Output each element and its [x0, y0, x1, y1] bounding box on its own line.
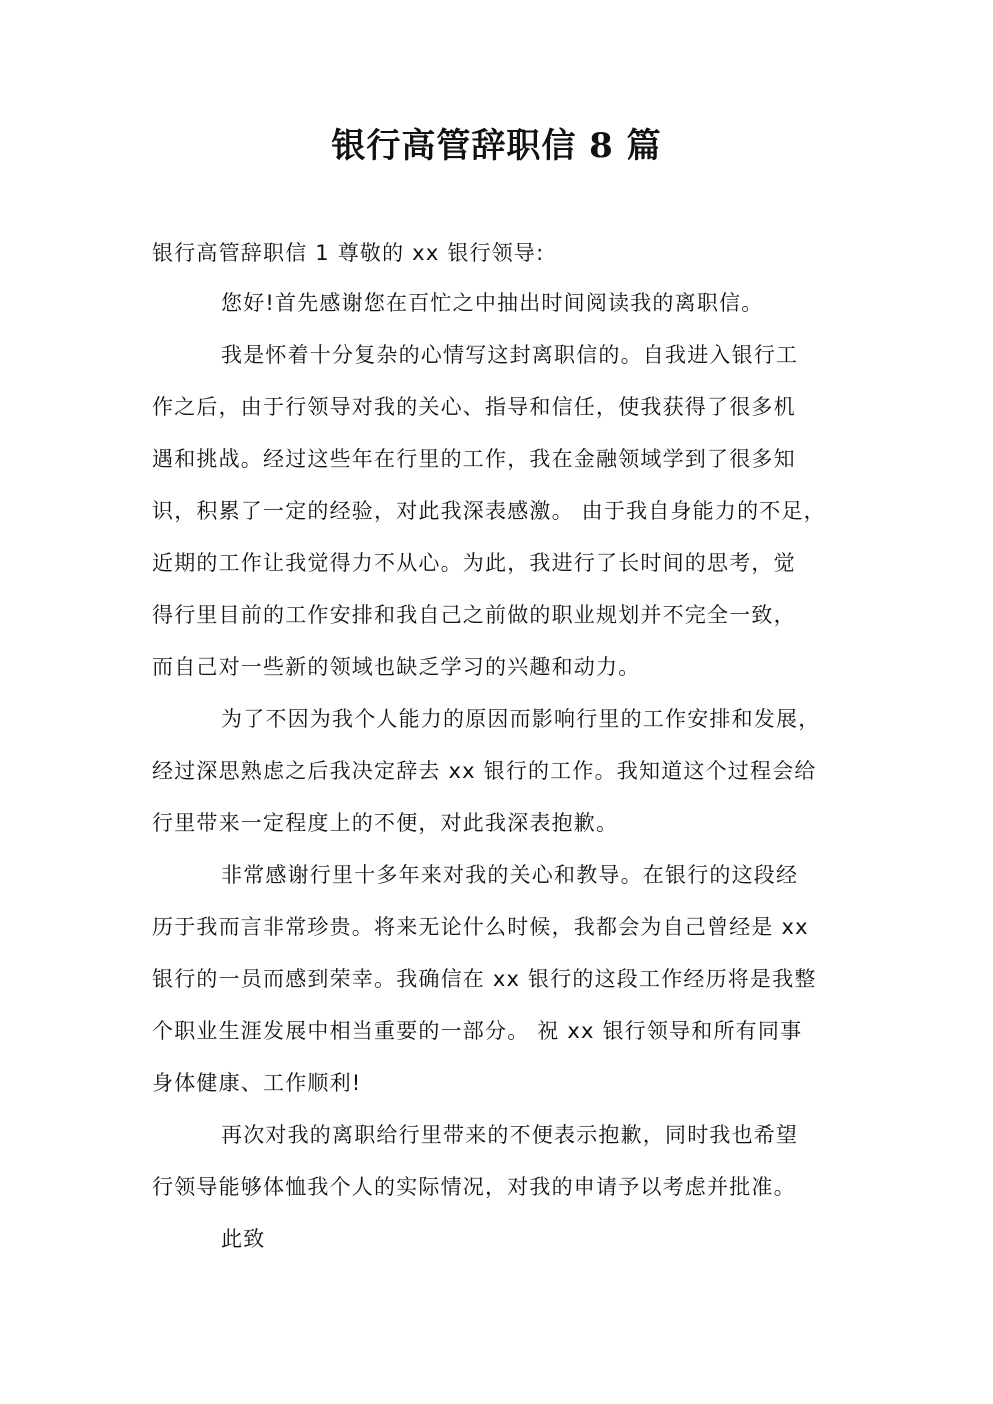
body-line: 身体健康、工作顺利! — [152, 1071, 362, 1095]
body-line: 个职业生涯发展中相当重要的一部分。 祝 xx 银行领导和所有同事 — [152, 1019, 803, 1043]
body-line: 得行里目前的工作安排和我自己之前做的职业规划并不完全一致， — [152, 603, 796, 627]
body-line: 我是怀着十分复杂的心情写这封离职信的。自我进入银行工 — [221, 343, 799, 367]
body-line: 历于我而言非常珍贵。将来无论什么时候，我都会为自己曾经是 xx — [152, 915, 809, 939]
salutation-line: 银行高管辞职信 1 尊敬的 xx 银行领导: — [152, 241, 545, 265]
body-line: 识，积累了一定的经验，对此我深表感激。 由于我自身能力的不足， — [152, 499, 826, 523]
body-line: 非常感谢行里十多年来对我的关心和教导。在银行的这段经 — [221, 863, 799, 887]
body-line: 近期的工作让我觉得力不从心。为此，我进行了长时间的思考，觉 — [152, 551, 796, 575]
body-line: 您好!首先感谢您在百忙之中抽出时间阅读我的离职信。 — [221, 291, 764, 315]
body-line: 再次对我的离职给行里带来的不便表示抱歉，同时我也希望 — [221, 1123, 799, 1147]
body-line: 行领导能够体恤我个人的实际情况，对我的申请予以考虑并批准。 — [152, 1175, 796, 1199]
body-line: 遇和挑战。经过这些年在行里的工作，我在金融领域学到了很多知 — [152, 447, 796, 471]
body-line: 行里带来一定程度上的不便，对此我深表抱歉。 — [152, 811, 619, 835]
body-line: 银行的一员而感到荣幸。我确信在 xx 银行的这段工作经历将是我整 — [152, 967, 817, 991]
closing-line: 此致 — [221, 1227, 266, 1251]
body-line: 作之后，由于行领导对我的关心、指导和信任，使我获得了很多机 — [152, 395, 796, 419]
body-line: 经过深思熟虑之后我决定辞去 xx 银行的工作。我知道这个过程会给 — [152, 759, 817, 783]
body-line: 而自己对一些新的领域也缺乏学习的兴趣和动力。 — [152, 655, 641, 679]
body-line: 为了不因为我个人能力的原因而影响行里的工作安排和发展， — [221, 707, 821, 731]
document-title: 银行高管辞职信 8 篇 — [331, 126, 662, 166]
